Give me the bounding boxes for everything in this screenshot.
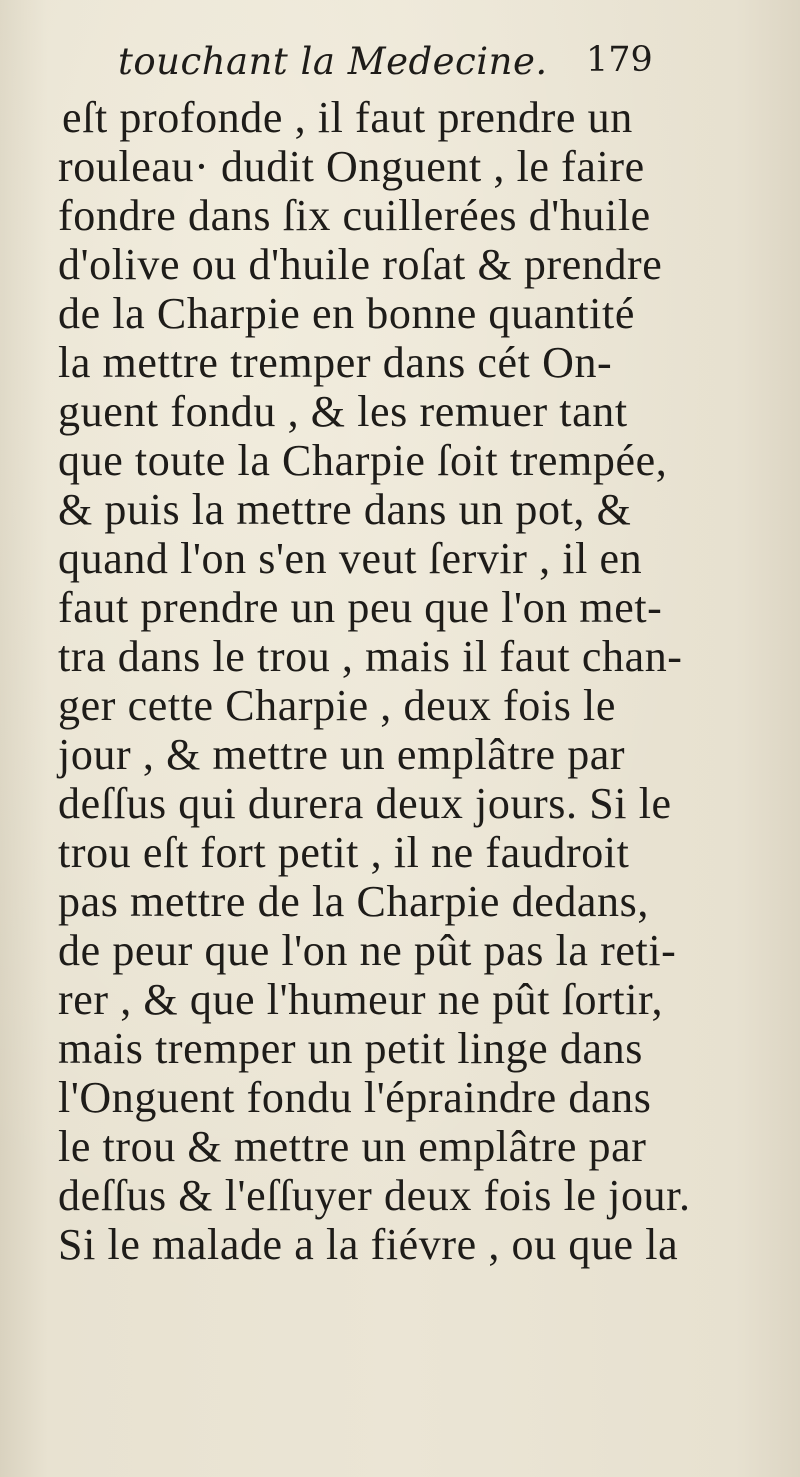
text-line: de la Charpie en bonne quantité: [58, 289, 635, 338]
text-line: deſſus & l'eſſuyer deux fois le jour.: [58, 1171, 691, 1220]
text-line: quand l'on s'en veut ſervir , il en: [58, 534, 643, 583]
text-line: de peur que l'on ne pût pas la reti-: [58, 926, 677, 975]
text-line: tra dans le trou , mais il faut chan-: [58, 632, 683, 681]
text-line: rouleau· dudit Onguent , le faire: [58, 142, 645, 191]
text-line: la mettre tremper dans cét On-: [58, 338, 613, 387]
page-number: 179: [586, 40, 653, 80]
text-line: trou eſt fort petit , il ne faudroit: [58, 828, 630, 877]
text-line: faut prendre un peu que l'on met-: [58, 583, 663, 632]
text-line: l'Onguent fondu l'épraindre dans: [58, 1073, 652, 1122]
text-line: & puis la mettre dans un pot, &: [58, 485, 632, 534]
text-line: ger cette Charpie , deux fois le: [58, 681, 616, 730]
text-line: rer , & que l'humeur ne pût ſortir,: [58, 975, 664, 1024]
text-line: jour , & mettre un emplâtre par: [58, 730, 626, 779]
text-line: d'olive ou d'huile roſat & prendre: [58, 240, 663, 289]
running-head: touchant la Medecine.: [118, 40, 548, 83]
text-line: fondre dans ſix cuillerées d'huile: [58, 191, 651, 240]
text-line: Si le malade a la fiévre , ou que la: [58, 1220, 679, 1269]
text-line: le trou & mettre un emplâtre par: [58, 1122, 647, 1171]
text-line: mais tremper un petit linge dans: [58, 1024, 643, 1073]
page-header: [118, 36, 778, 96]
text-line: que toute la Charpie ſoit trempée,: [58, 436, 668, 485]
text-line: guent fondu , & les remuer tant: [58, 387, 628, 436]
text-line: deſſus qui durera deux jours. Si le: [58, 779, 672, 828]
text-line: eſt profonde , il faut prendre un: [62, 93, 633, 142]
text-line: pas mettre de la Charpie dedans,: [58, 877, 649, 926]
